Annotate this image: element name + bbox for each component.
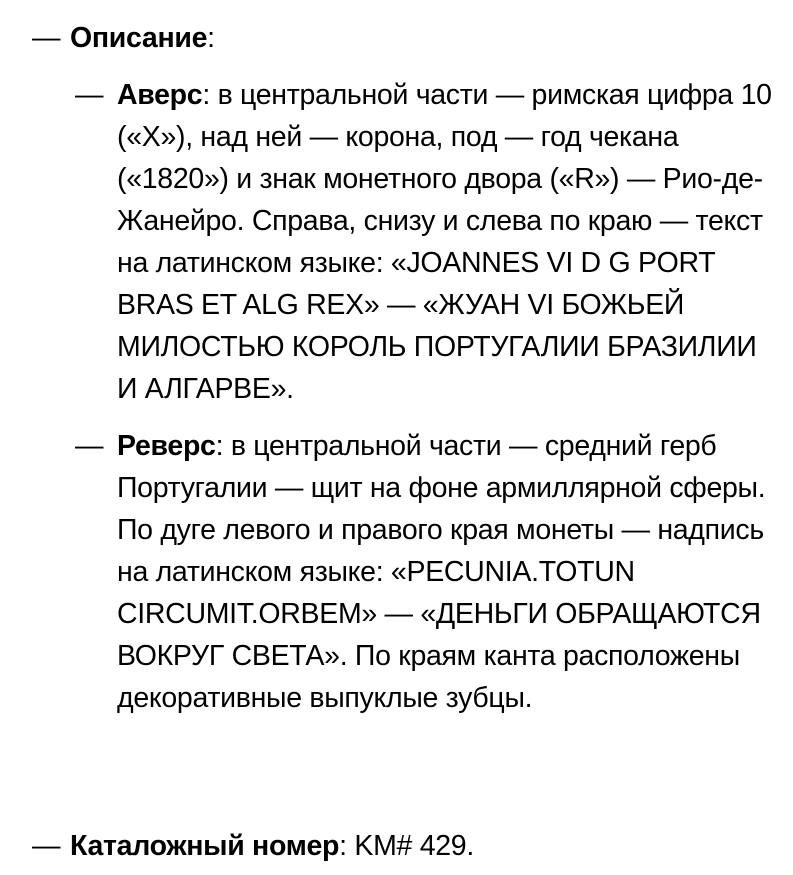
description-body	[70, 17, 770, 59]
description-suffix: :	[207, 22, 215, 54]
obverse-dash: —	[75, 79, 104, 111]
reverse-label: Реверс	[117, 430, 216, 462]
catalog-label: Каталожный номер	[70, 830, 340, 862]
catalog-item	[32, 825, 772, 867]
catalog-body	[70, 825, 770, 867]
reverse-dash: —	[75, 430, 104, 462]
catalog-dash: —	[32, 830, 61, 862]
reverse-text: : в центральной части — средний герб Португалии — щит на фоне армиллярной сферы. По дуге левого и правого края монеты — надпись на латинском языке: «PECUNIA.TOTUN CIRCUMIT.ORBEM» — «ДЕНЬГИ ОБРАЩАЮТСЯ ВОКРУГ СВЕТА». По краям канта расположены декоративные выпуклые зубцы.	[117, 430, 766, 714]
catalog-text: : KM# 429.	[339, 830, 474, 862]
description-dash: —	[32, 22, 61, 54]
description-label: Описание	[70, 22, 208, 54]
description-item	[32, 17, 772, 59]
obverse-body	[117, 74, 773, 410]
reverse-item	[75, 425, 775, 719]
obverse-item	[75, 74, 775, 410]
obverse-label: Аверс	[117, 79, 203, 111]
obverse-text: : в центральной части — римская цифра 10 («X»), над ней — корона, под — год чекана («1820») и знак монетного двора («R») — Рио-де-Жанейро. Справа, снизу и слева по краю — текст на латинском языке: «JOANNES VI D G PORT BRAS ET ALG REX» — «ЖУАН VI БОЖЬЕЙ МИЛОСТЬЮ КОРОЛЬ ПОРТУГАЛИИ БРАЗИЛИИ И АЛГАРВЕ».	[117, 79, 772, 405]
reverse-body	[117, 425, 773, 719]
